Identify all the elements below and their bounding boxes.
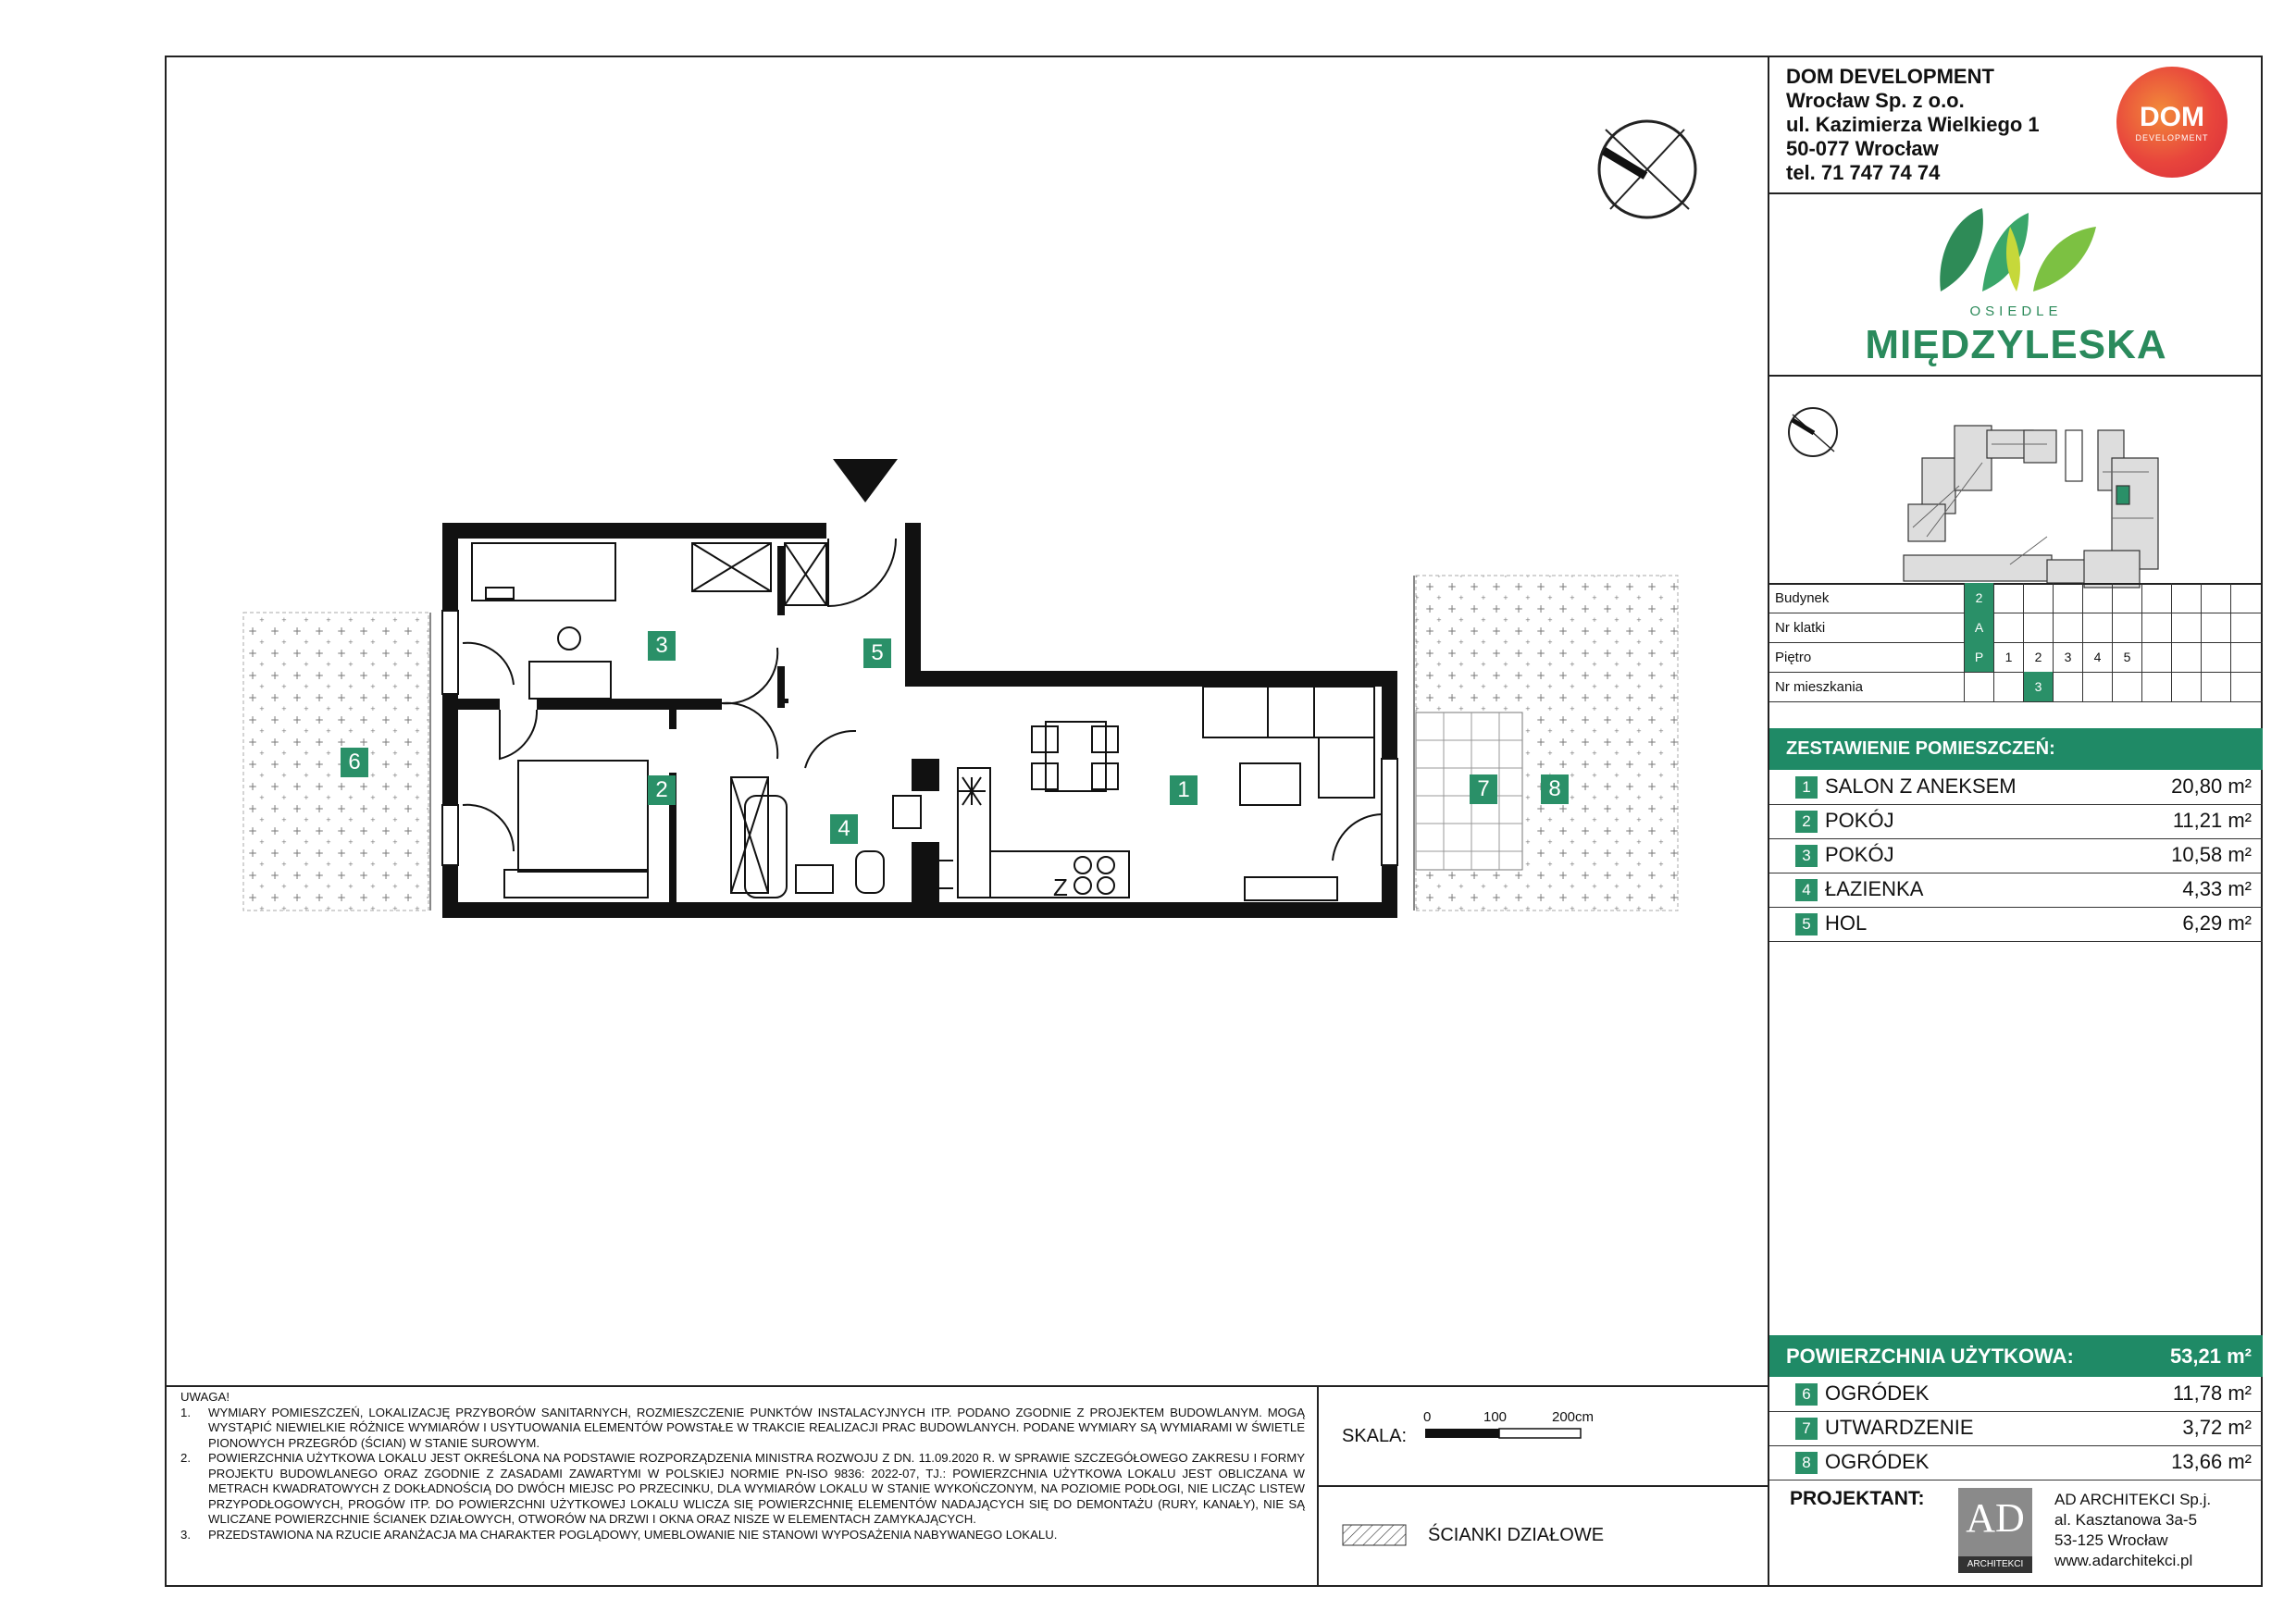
- room-label-2: 2: [648, 775, 676, 805]
- estate-name: MIĘDZYLESKA: [1865, 322, 2167, 367]
- room-label-4: 4: [830, 814, 858, 844]
- company-city: 50-077 Wrocław: [1786, 137, 1939, 160]
- room-label-3: 3: [648, 631, 676, 661]
- company-name: DOM DEVELOPMENT: [1786, 65, 1994, 88]
- garden-6: [243, 613, 428, 911]
- room-label-8: 8: [1541, 774, 1569, 804]
- room-row: 5 HOL 6,29 m²: [1769, 907, 2263, 942]
- entrance-arrow-icon: [833, 459, 898, 502]
- scale-tick-0: 0: [1423, 1409, 1432, 1425]
- room-row: 1 SALON Z ANEKSEM 20,80 m²: [1769, 770, 2263, 805]
- building-label: Budynek: [1775, 590, 1830, 606]
- scale-tick-100: 100: [1483, 1409, 1508, 1425]
- room-row: 3 POKÓJ 10,58 m²: [1769, 838, 2263, 873]
- floor-4: 4: [2082, 642, 2112, 672]
- note-item: 3. PRZEDSTAWIONA NA RZUCIE ARANŻACJA MA CHARAKTER POGLĄDOWY, UMEBLOWANIE NIE STANOWI WYPOSAŻENIA NABYWANEGO LOKALU.: [180, 1527, 1058, 1542]
- floor-label: Piętro: [1775, 650, 1812, 665]
- designer-info: [2054, 1490, 2211, 1571]
- room-label-6: 6: [341, 748, 368, 777]
- scale-bar: [1425, 1427, 1587, 1440]
- room-row: 4 ŁAZIENKA 4,33 m²: [1769, 873, 2263, 908]
- scale-label: SKALA:: [1342, 1426, 1408, 1446]
- estate-leaf-logo: [1931, 199, 2103, 301]
- estate-prefix: OSIEDLE: [1969, 304, 2063, 319]
- extra-row: 6 OGRÓDEK 11,78 m²: [1769, 1377, 2263, 1412]
- floor-2: 2: [2023, 642, 2053, 672]
- north-arrow-icon: [1599, 121, 1695, 217]
- ad-architekci-logo: AD ARCHITEKCI: [1958, 1488, 2032, 1573]
- company-line2: Wrocław Sp. z o.o.: [1786, 89, 1965, 112]
- notes-title: UWAGA!: [180, 1390, 230, 1404]
- apartment-value: 3: [2023, 672, 2053, 701]
- staircase-value: A: [1964, 613, 1993, 642]
- company-address: ul. Kazimierza Wielkiego 1: [1786, 113, 2040, 136]
- partition-legend-icon: [1342, 1524, 1409, 1548]
- info-panel: [1768, 56, 2263, 1587]
- apartment-label: Nr mieszkania: [1775, 679, 1864, 695]
- room-row: 2 POKÓJ 11,21 m²: [1769, 804, 2263, 839]
- usable-area-label: POWIERZCHNIA UŻYTKOWA:: [1786, 1344, 2074, 1368]
- designer-name: AD ARCHITEKCI Sp.j.: [2054, 1491, 2212, 1508]
- room-label-7: 7: [1470, 774, 1497, 804]
- extra-row: 8 OGRÓDEK 13,66 m²: [1769, 1445, 2263, 1481]
- room-label-1: 1: [1170, 775, 1198, 805]
- dom-development-logo: DOM DEVELOPMENT: [2116, 67, 2228, 178]
- floor-p: P: [1964, 642, 1993, 672]
- kitchen-mark: Z: [1053, 873, 1068, 901]
- staircase-label: Nr klatki: [1775, 620, 1826, 636]
- scale-tick-200: 200cm: [1552, 1409, 1595, 1425]
- floor-3: 3: [2053, 642, 2082, 672]
- designer-address: al. Kasztanowa 3a-5: [2054, 1511, 2198, 1529]
- usable-area-value: 53,21 m²: [2169, 1344, 2252, 1368]
- note-item: 2. POWIERZCHNIA UŻYTKOWA LOKALU JEST OKREŚLONA NA PODSTAWIE ROZPORZĄDZENIA MINISTRA ROZWOJU Z DN. 11.09.2020 R. W SPRAWIE SZCZEGÓŁOWEGO ZAKRESU I FORMY PROJEKTU BUDOWLANEGO ORAZ ZGODNIE Z ZASADAMI ZAWARTYMI W POLSKIEJ NORMIE PN-ISO 9836: 2022-07, TJ.: POWIERZCHNIA UŻYTKOWA LOKALU JEST OBLICZANA W METRACH KWADRATOWYCH Z DOKŁADNOŚCIĄ DO DWÓCH MIEJSC PO PRZECINKU, DLA WYMIARÓW LOKALU W STANIE WYKOŃCZONYM, NA POZIOMIE PODŁOGI, NIE LICZĄC LISTEW PRZYPODŁOGOWYCH, PROGÓW ITP. DO POWIERZCHNI UŻYTKOWEJ LOKALU WLICZA SIĘ POWIERZCHNIĘ ELEMENTÓW NADAJĄCYCH SIĘ DO DEMONTAŻU (RURY, KANAŁY), NIE SĄ WLICZANE POWIERZCHNIE ŚCIANEK DZIAŁOWYCH, OTWORÓW NA DRZWI I OKNA ORAZ NISZE W ELEMENTACH ZAMYKAJĄCYCH.: [180, 1451, 1305, 1526]
- company-info: [1786, 65, 2040, 185]
- rooms-header: ZESTAWIENIE POMIESZCZEŃ:: [1769, 728, 2263, 770]
- building-value: 2: [1964, 583, 1993, 613]
- designer-city: 53-125 Wrocław: [2054, 1531, 2168, 1549]
- designer-label: PROJEKTANT:: [1790, 1488, 1925, 1509]
- notes: [180, 1390, 1305, 1542]
- room-label-5: 5: [863, 638, 891, 668]
- floor-1: 1: [1993, 642, 2023, 672]
- floor-5: 5: [2112, 642, 2141, 672]
- extra-row: 7 UTWARDZENIE 3,72 m²: [1769, 1411, 2263, 1446]
- note-item: 1. WYMIARY POMIESZCZEŃ, LOKALIZACJĘ PRZYBORÓW SANITARNYCH, ROZMIESZCZENIE PUNKTÓW INSTALACYJNYCH ITP. PODANO ZGODNIE Z PROJEKTEM BUDOWLANYM. MOGĄ WYSTĄPIĆ NIEWIELKIE RÓŻNICE WYMIARÓW I USYTUOWANIA ELEMENTÓW POWSTAŁE W TRAKCIE REALIZACJI PRAC BUDOWLANYCH. PODANE WYMIARY SĄ WYMIARAMI W ŚWIETLE PIONOWYCH PRZEGRÓD (ŚCIAN) W STANIE SUROWYM.: [180, 1405, 1305, 1450]
- partition-legend-label: ŚCIANKI DZIAŁOWE: [1428, 1525, 1605, 1545]
- usable-area-bar: [1769, 1335, 2263, 1377]
- designer-web: www.adarchitekci.pl: [2054, 1552, 2193, 1569]
- mini-compass-icon: [1789, 408, 1837, 456]
- company-phone: tel. 71 747 74 74: [1786, 161, 1941, 184]
